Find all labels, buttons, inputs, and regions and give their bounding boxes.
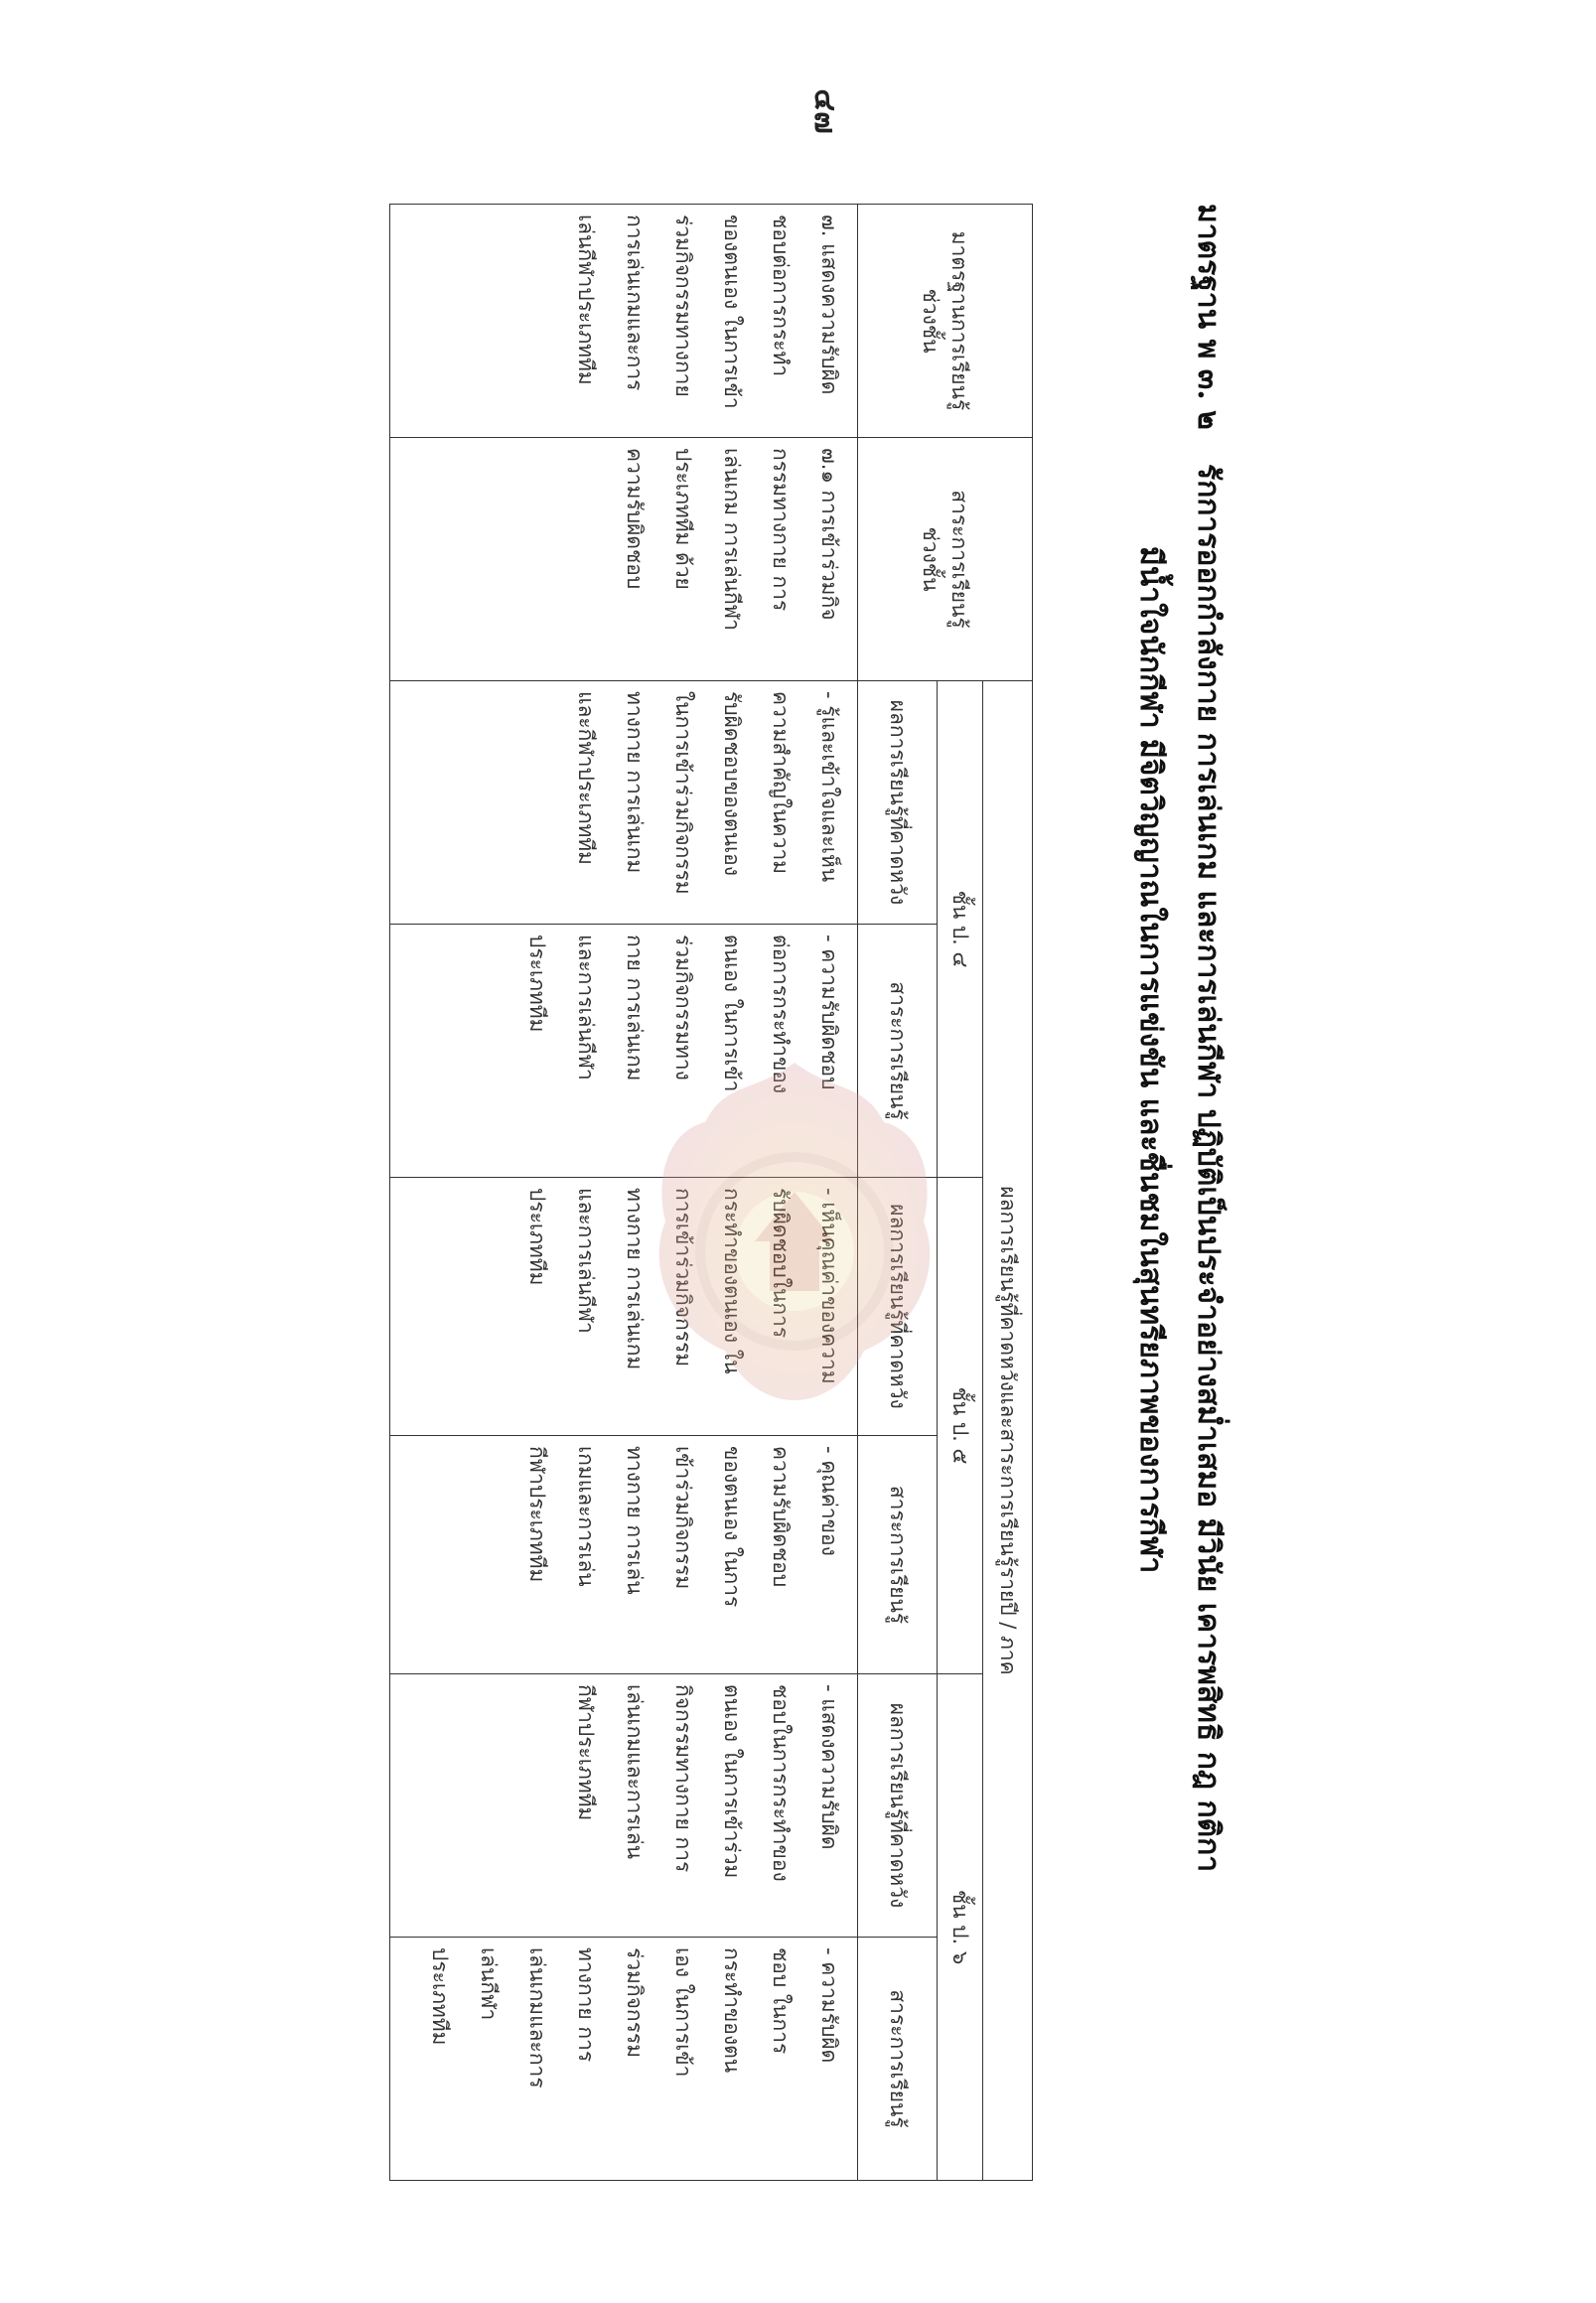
header-group: ผลการเรียนรู้ที่คาดหวังและสาระการเรียนรู้รายปี / ภาค (983, 681, 1033, 2181)
header-grade-p4: ชั้น ป. ๔ (938, 681, 983, 1178)
cell-p5-content: - คุณค่าของ ความรับผิดชอบ ของตนเอง ในการ เข้าร่วมกิจกรรม ทางกาย การเล่น เกมและการเล่น กีฬาประเภททีม (390, 1436, 858, 1674)
heading-line-2: มีน้ำใจนักกีฬา มีจิตวิญญาณในการแข่งขัน และชื่นชมในสุนทรียภาพของการกีฬา (1133, 546, 1168, 1574)
heading (1092, 204, 1241, 2180)
heading-line-1 (1185, 204, 1232, 1872)
cell-core-content: ๗.๑ การเข้าร่วมกิจ กรรมทางกาย การ เล่นเกม การเล่นกีฬา ประเภททีม ด้วย ความรับผิดชอบ (390, 438, 858, 681)
header-standard: มาตรฐานการเรียนรู้ ช่วงชั้น (858, 205, 1033, 438)
cell-p6-expected: - แสดงความรับผิด ชอบในการกระทำของ ตนเอง ในการเข้าร่วม กิจกรรมทางกาย การ เล่นเกมและการเล่น กีฬาประเภททีม (390, 1674, 858, 1938)
standards-table (389, 204, 1033, 2181)
table-row (390, 205, 858, 2181)
header-grade-p6: ชั้น ป. ๖ (938, 1674, 983, 2181)
standard-code: มาตรฐาน พ ๓. ๒ (1191, 204, 1226, 430)
header-p4-content: สาระการเรียนรู้ (858, 925, 938, 1178)
header-core-content: สาระการเรียนรู้ ช่วงชั้น (858, 438, 1033, 681)
cell-p6-content: - ความรับผิด ชอบ ในการ กระทำของตน เอง ในการเข้า ร่วมกิจกรรม ทางกาย การ เล่นเกมและการ เล่นกีฬา ประเภททีม (390, 1938, 858, 2181)
header-p4-expected: ผลการเรียนรู้ที่คาดหวัง (858, 681, 938, 925)
header-p5-expected: ผลการเรียนรู้ที่คาดหวัง (858, 1178, 938, 1436)
header-p5-content: สาระการเรียนรู้ (858, 1436, 938, 1674)
header-grade-p5: ชั้น ป. ๕ (938, 1178, 983, 1674)
cell-p4-expected: - รู้และเข้าใจและเห็น ความสำคัญในความ รับผิดชอบของตนเอง ในการเข้าร่วมกิจกรรม ทางกาย การเล่นเกม และกีฬาประเภททีม (390, 681, 858, 925)
header-p6-content: สาระการเรียนรู้ (858, 1938, 938, 2181)
cell-standard: ๗. แสดงความรับผิด ชอบต่อการกระทำ ของตนเอง ในการเข้า ร่วมกิจกรรมทางกาย การเล่นเกมและการ เล่นกีฬาประเภททีม (390, 205, 858, 438)
cell-p5-expected: - เห็นคุณค่าของความ รับผิดชอบในการ กระทำของตนเอง ใน การเข้าร่วมกิจกรรม ทางกาย การเล่นเกม และการเล่นกีฬา ประเภททีม (390, 1178, 858, 1436)
page-number: ๔๗ (807, 88, 842, 134)
cell-p4-content: - ความรับผิดชอบ ต่อการกระทำของ ตนเอง ในการเข้า ร่วมกิจกรรมทาง กาย การเล่นเกม และการเล่นกีฬา ประเภททีม (390, 925, 858, 1178)
header-p6-expected: ผลการเรียนรู้ที่คาดหวัง (858, 1674, 938, 1938)
rotated-page-content (89, 204, 1241, 2180)
standard-description: รักการออกกำลังกาย การเล่นเกม และการเล่นกีฬา ปฏิบัติเป็นประจำอย่างสม่ำเสมอ มีวินัย เคารพสิทธิ กฎ กติกา (1191, 463, 1226, 1873)
